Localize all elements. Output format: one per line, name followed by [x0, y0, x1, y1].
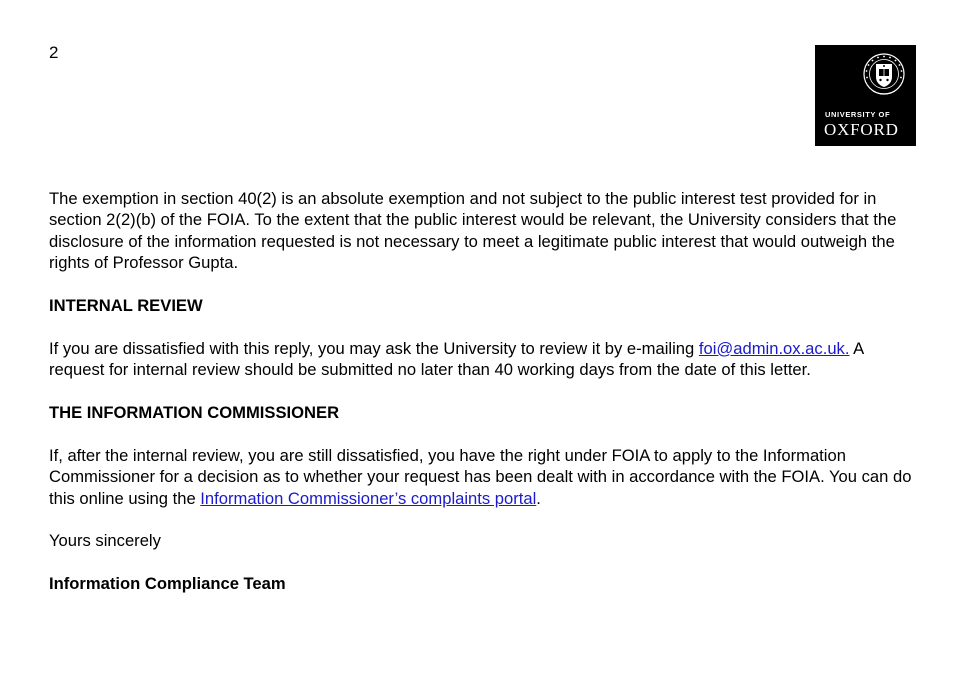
- email-link[interactable]: foi@admin.ox.ac.uk.: [698, 338, 850, 358]
- internal-review-paragraph: [49, 338, 921, 381]
- logo-line2: OXFORD: [824, 120, 899, 139]
- logo-line1: UNIVERSITY OF: [825, 110, 891, 119]
- exemption-paragraph: The exemption in section 40(2) is an absolute exemption and not subject to the public interest test provided for in section 2(2)(b) of the FOIA. To the extent that the public interest would be relevant, the University considers that the disclosure of the information requested is not necessary to meet a legitimate public interest that would outweigh the rights of Professor Gupta.: [49, 189, 897, 273]
- oxford-crest-icon: [815, 45, 916, 146]
- internal-review-heading: INTERNAL REVIEW: [49, 296, 203, 316]
- commissioner-paragraph: [49, 445, 921, 509]
- oxford-logo: [815, 45, 916, 146]
- commissioner-text-2: .: [536, 488, 541, 508]
- signature: Information Compliance Team: [49, 574, 286, 594]
- letter-body: [49, 188, 921, 595]
- complaints-portal-link[interactable]: Information Commissioner’s complaints portal: [200, 488, 537, 508]
- commissioner-text: If, after the internal review, you are still dissatisfied, you have the right under FOIA to apply to the Information Commissioner for a decision as to whether your request has been dealt with in accordance with the FOIA. You can do this online using the: [49, 445, 912, 508]
- internal-review-text: If you are dissatisfied with this reply, you may ask the University to review it by e-mailing: [49, 338, 699, 358]
- internal-review-text-2: A request for internal review should be submitted no later than 40 working days from the date of this letter.: [49, 338, 864, 380]
- closing-salutation: Yours sincerely: [49, 531, 161, 551]
- information-commissioner-heading: THE INFORMATION COMMISSIONER: [49, 403, 340, 423]
- page-number: 2: [49, 43, 59, 62]
